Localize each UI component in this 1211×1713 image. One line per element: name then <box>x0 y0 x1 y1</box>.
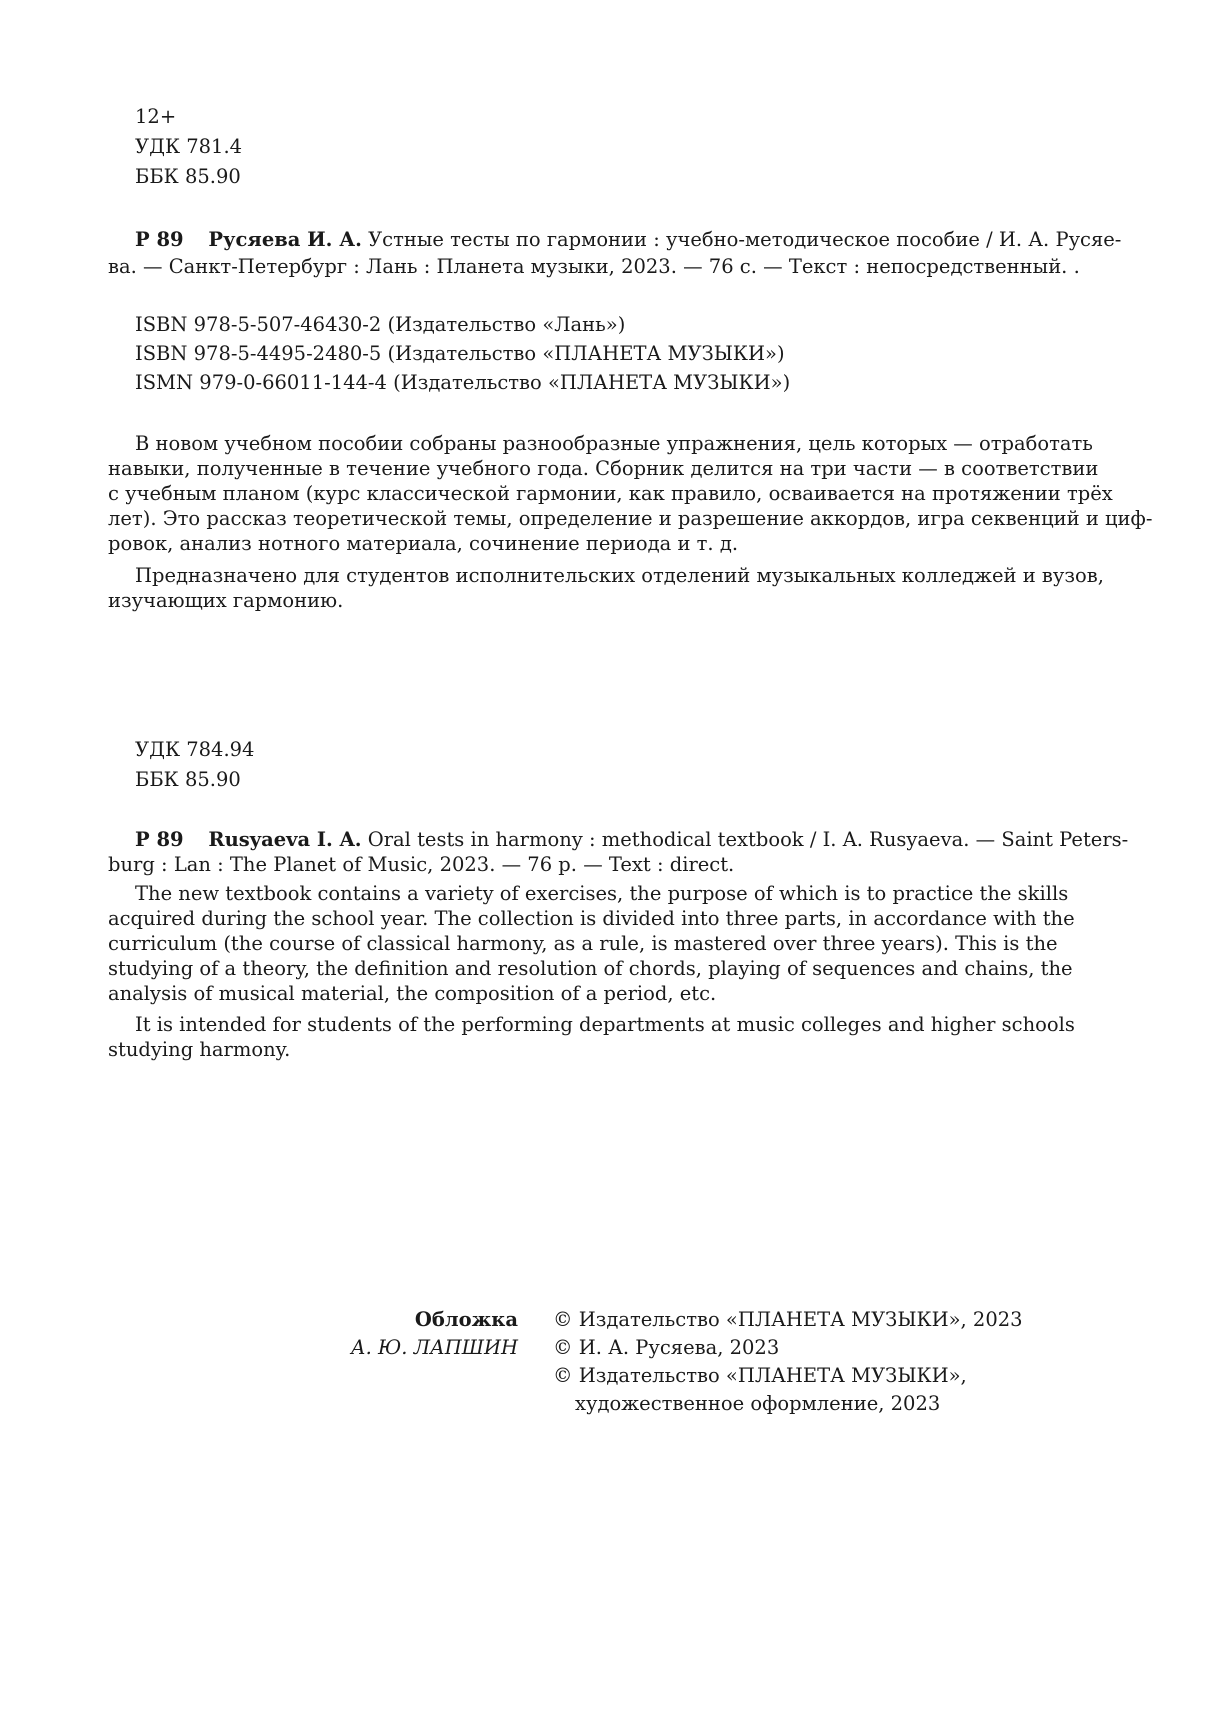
purpose-ru-line: Предназначено для студентов исполнительских отделений музыкальных колледжей и вузов, <box>135 564 1104 587</box>
purpose-en <box>108 1011 1075 1061</box>
abstract-ru <box>108 430 1153 555</box>
abstract-ru-line: В новом учебном пособии собраны разнообразные упражнения, цель которых — отработать <box>135 432 1093 455</box>
abstract-en-line: The new textbook contains a variety of exercises, the purpose of which is to practice the skills <box>135 882 1069 905</box>
purpose-en-line: studying harmony. <box>108 1038 291 1061</box>
biblio-record-en <box>108 826 1129 876</box>
author-name-ru: Русяева И. А. <box>208 228 362 251</box>
copyright-author: © И. А. Русяева, 2023 <box>553 1336 780 1359</box>
cover-artist: А. Ю. ЛАПШИН <box>350 1336 518 1359</box>
ismn-planet: ISMN 979-0-66011-144-4 (Издательство «ПЛАНЕТА МУЗЫКИ») <box>135 371 791 394</box>
author-name-en: Rusyaeva I. A. <box>208 828 362 851</box>
copyright-design: © Издательство «ПЛАНЕТА МУЗЫКИ», <box>553 1364 967 1387</box>
abstract-en-line: analysis of musical material, the composition of a period, etc. <box>108 982 717 1005</box>
copyright-design-continuation: художественное оформление, 2023 <box>575 1392 941 1415</box>
author-code-en: Р 89 <box>135 828 184 851</box>
abstract-en <box>108 880 1075 1005</box>
isbn-block <box>135 310 835 397</box>
bbk-en: ББК 85.90 <box>135 768 241 791</box>
biblio-ru-title: Устные тесты по гармонии : учебно-методическое пособие / И. А. Русяе- <box>368 228 1122 251</box>
abstract-en-line: studying of a theory, the definition and resolution of chords, playing of sequences and chains, the <box>108 957 1073 980</box>
abstract-en-line: acquired during the school year. The collection is divided into three parts, in accordance with the <box>108 907 1075 930</box>
udk-en: УДК 784.94 <box>135 738 255 761</box>
isbn-lan: ISBN 978-5-507-46430-2 (Издательство «Лань») <box>135 313 626 336</box>
purpose-ru <box>108 562 1104 612</box>
abstract-en-line: curriculum (the course of classical harmony, as a rule, is mastered over three years). This is the <box>108 932 1058 955</box>
purpose-en-line: It is intended for students of the performing departments at music colleges and higher schools <box>135 1013 1075 1036</box>
abstract-ru-line: лет). Это рассказ теоретической темы, определение и разрешение аккордов, игра секвенций и циф- <box>108 507 1153 530</box>
classification-block-en <box>135 735 535 795</box>
biblio-en-title: Oral tests in harmony : methodical textbook / I. A. Rusyaeva. — Saint Peters- <box>367 828 1129 851</box>
bbk-ru: ББК 85.90 <box>135 165 241 188</box>
copyright-publisher: © Издательство «ПЛАНЕТА МУЗЫКИ», 2023 <box>553 1308 1023 1331</box>
abstract-ru-line: ровок, анализ нотного материала, сочинение периода и т. д. <box>108 532 739 555</box>
abstract-ru-line: навыки, полученные в течение учебного года. Сборник делится на три части — в соответствии <box>108 457 1099 480</box>
cover-label: Обложка <box>414 1308 518 1331</box>
biblio-en-line-1 <box>108 826 1129 851</box>
cover-credit <box>300 1306 518 1362</box>
classification-block <box>135 102 535 192</box>
biblio-ru-line-1 <box>108 226 1122 253</box>
isbn-planet: ISBN 978-5-4495-2480-5 (Издательство «ПЛАНЕТА МУЗЫКИ») <box>135 342 785 365</box>
purpose-ru-line: изучающих гармонию. <box>108 589 344 612</box>
abstract-ru-line: с учебным планом (курс классической гармонии, как правило, осваивается на протяжении трёх <box>108 482 1113 505</box>
biblio-record-ru <box>108 226 1122 281</box>
age-rating: 12+ <box>135 105 177 128</box>
copyright-block <box>553 1306 1023 1418</box>
udk-ru: УДК 781.4 <box>135 135 243 158</box>
biblio-en-line-2: burg : Lan : The Planet of Music, 2023. — 76 p. — Text : direct. <box>108 853 735 876</box>
biblio-ru-line-2: ва. — Санкт-Петербург : Лань : Планета музыки, 2023. — 76 с. — Текст : непосредственный. . <box>108 255 1080 278</box>
author-code-ru: Р 89 <box>135 228 184 251</box>
